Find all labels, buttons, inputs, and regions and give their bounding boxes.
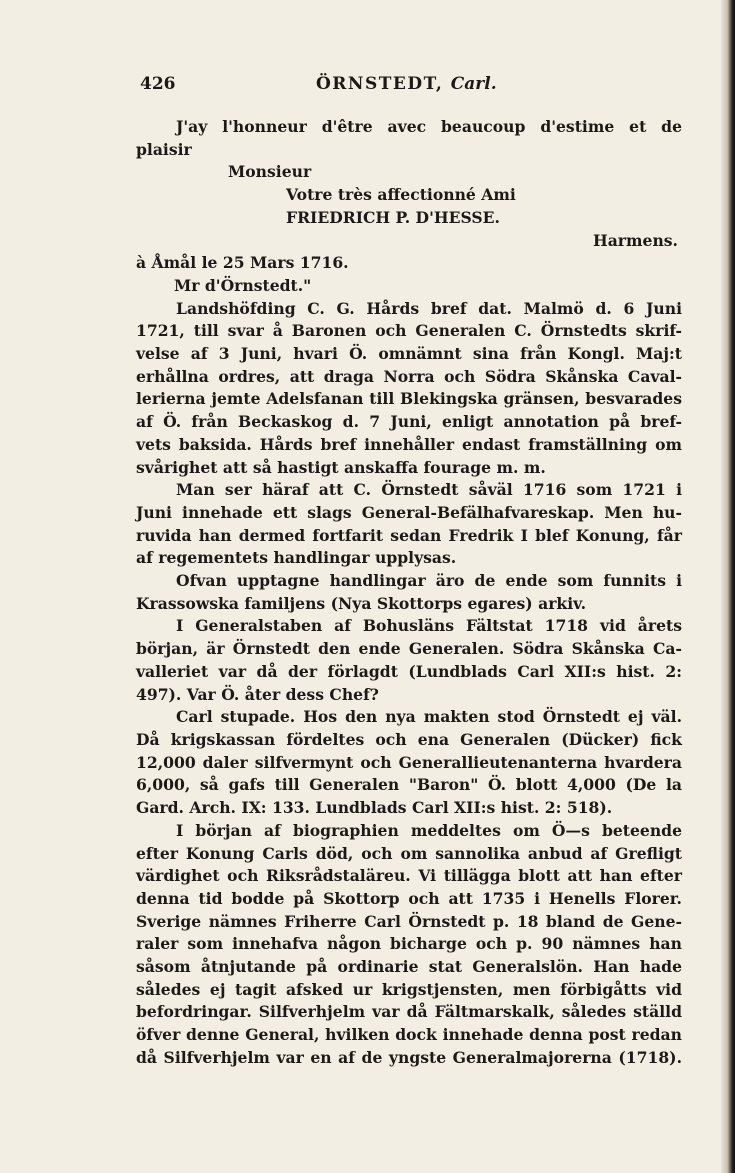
page-number: 426 [140, 74, 176, 94]
letter-line-2: plaisir [136, 139, 192, 159]
body-line: värdighet och Riksrådstaläreu. Vi tillägga blott att han efter [136, 866, 682, 886]
letter-closing: Votre très affectionné Ami [286, 185, 516, 205]
page-text [136, 116, 682, 1070]
letter-witness-line [136, 230, 682, 253]
body-line: Sverige nämnes Friherre Carl Örnstedt p. 18 bland de Gene- [136, 911, 682, 931]
body-line: denna tid bodde på Skottorp och att 1735 i Henells Florer. [136, 888, 682, 908]
body-line: 6,000, så gafs till Generalen "Baron" Ö. blott 4,000 (De la [136, 775, 682, 795]
body-line: ruvida han dermed fortfarit sedan Fredrik I blef Konung, får [136, 525, 682, 545]
letter-addressee: Mr d'Örnstedt." [174, 275, 312, 295]
body-line: öfver denne General, hvilken dock innehade denna post redan [136, 1025, 682, 1045]
body-line: då Silfverhjelm var en af de yngste Generalmajorerna (1718). [136, 1047, 682, 1067]
body-line: Carl stupade. Hos den nya makten stod Örnstedt ej väl. [176, 707, 682, 727]
body-line: Gard. Arch. IX: 133. Lundblads Carl XII:s hist. 2: 518). [136, 798, 613, 818]
body-line: 12,000 daler silfvermynt och Generallieutenanterna hvardera [136, 752, 682, 772]
body-line: svårighet att så hastigt anskaffa fourage m. m. [136, 457, 546, 477]
body-line: erhållna ordres, att draga Norra och Södra Skånska Caval- [136, 366, 682, 386]
running-head-name: ÖRNSTEDT, [316, 74, 444, 94]
body-line: Då krigskassan fördeltes och ena Generalen (Dücker) fick [136, 729, 682, 749]
body-line: således ej tagit afsked ur krigstjensten, men förbigåtts vid [136, 979, 682, 999]
letter-place-date: à Åmål le 25 Mars 1716. [136, 253, 349, 273]
body-line: lerierna jemte Adelsfanan till Blekingska gränsen, besvarades [136, 389, 682, 409]
body-line: 1721, till svar å Baronen och Generalen C. Örnstedts skrif- [136, 321, 682, 341]
body-line: velse af 3 Juni, hvari Ö. omnämnt sina från Kongl. Maj:t [136, 344, 682, 364]
body-line: Landshöfding C. G. Hårds bref dat. Malmö d. 6 Juni [176, 298, 682, 318]
body-line: valleriet var då der förlagdt (Lundblads Carl XII:s hist. 2: [136, 661, 682, 681]
body-line: Man ser häraf att C. Örnstedt såväl 1716 som 1721 i [176, 480, 682, 500]
running-head-given-name: Carl. [450, 74, 497, 94]
letter-salutation: Monsieur [228, 162, 312, 182]
body-line: af Ö. från Beckaskog d. 7 Juni, enligt annotation på bref- [136, 412, 682, 432]
body-line: I början af biographien meddeltes om Ö—s beteende [176, 820, 682, 840]
body-line: befordringar. Silfverhjelm var då Fältmarskalk, således ställd [136, 1002, 682, 1022]
body-paragraphs [136, 298, 682, 1070]
body-line: 497). Var Ö. åter dess Chef? [136, 684, 379, 704]
body-line: början, är Örnstedt den ende Generalen. Södra Skånska Ca- [136, 639, 682, 659]
letter-closing-block [136, 116, 682, 298]
letter-signature: FRIEDRICH P. D'HESSE. [286, 207, 500, 227]
body-line: såsom åtnjutande på ordinarie stat Generalslön. Han hade [136, 957, 682, 977]
letter-line-1: J'ay l'honneur d'être avec beaucoup d'estime et de [176, 117, 682, 136]
letter-witness: Harmens. [592, 230, 678, 250]
body-line: Ofvan upptagne handlingar äro de ende som funnits i [176, 571, 682, 591]
body-line: Juni innehade ett slags General-Befälhafvareskap. Men hu- [136, 502, 682, 522]
body-line: raler som innehafva någon bicharge och p. 90 nämnes han [136, 934, 682, 954]
page-edge [721, 0, 735, 1173]
body-line: vets baksida. Hårds bref innehåller endast framställning om [136, 434, 682, 454]
body-line: efter Konung Carls död, och om sannolika anbud af Grefligt [136, 843, 682, 863]
body-line: Krassowska familjens (Nya Skottorps egares) arkiv. [136, 593, 587, 613]
body-line: af regementets handlingar upplysas. [136, 548, 457, 568]
running-head [316, 74, 497, 94]
body-line: I Generalstaben af Bohusläns Fältstat 1718 vid årets [176, 616, 682, 636]
page-header [0, 74, 735, 100]
